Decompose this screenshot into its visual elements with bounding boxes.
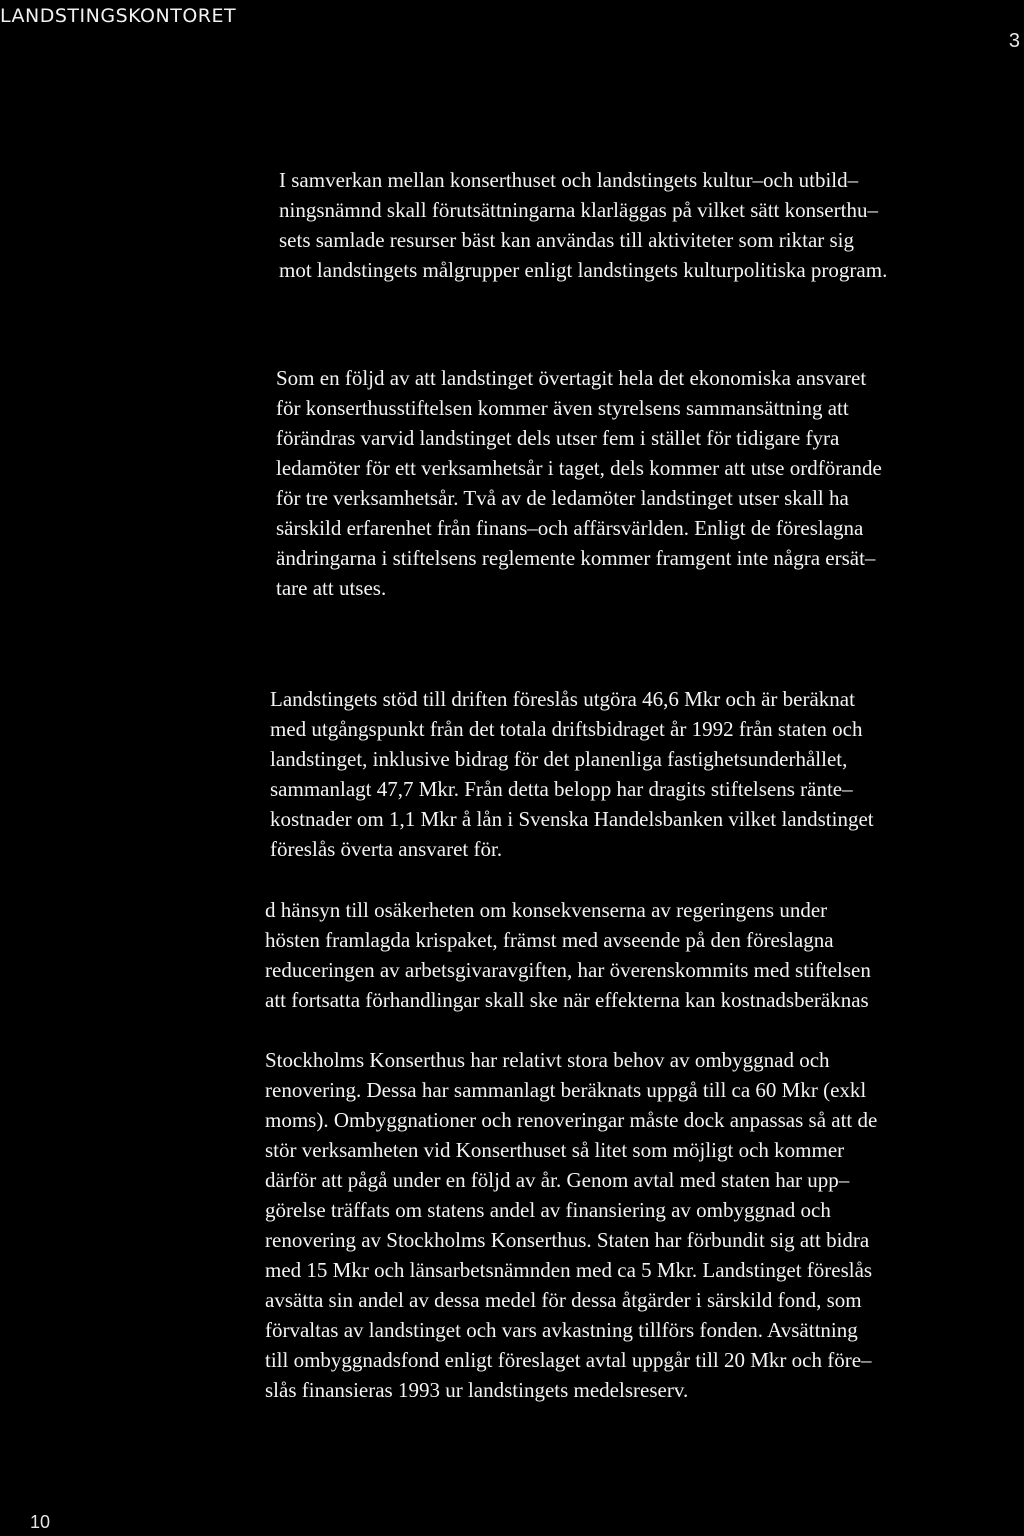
- text-line: avsätta sin andel av dessa medel för dessa åtgärder i särskild fond, som: [265, 1288, 862, 1312]
- paragraph-cooperation: [279, 165, 887, 285]
- text-line: görelse träffats om statens andel av finansiering av ombyggnad och: [265, 1198, 831, 1222]
- text-line: Stockholms Konserthus har relativt stora behov av ombyggnad och: [265, 1048, 830, 1072]
- paragraph-operating-support: [270, 684, 874, 864]
- text-line: kostnader om 1,1 Mkr å lån i Svenska Handelsbanken vilket landstinget: [270, 807, 874, 831]
- text-line: hösten framlagda krispaket, främst med avseende på den föreslagna: [265, 928, 834, 952]
- text-line: stör verksamheten vid Konserthuset så litet som möjligt och kommer: [265, 1138, 845, 1162]
- text-line: slås finansieras 1993 ur landstingets medelsreserv.: [265, 1378, 689, 1402]
- text-line: därför att pågå under en följd av år. Genom avtal med staten har upp–: [265, 1168, 850, 1192]
- document-header: LANDSTINGSKONTORET: [0, 5, 237, 27]
- text-line: sets samlade resurser bäst kan användas till aktiviteter som riktar sig: [279, 228, 855, 252]
- text-line: att fortsatta förhandlingar skall ske när effekterna kan kostnadsberäknas: [265, 988, 869, 1012]
- text-line: tare att utses.: [276, 576, 387, 600]
- paragraph-crisis-package: [265, 895, 871, 1015]
- text-line: sammanlagt 47,7 Mkr. Från detta belopp har dragits stiftelsens ränte–: [270, 777, 853, 801]
- text-line: ningsnämnd skall förutsättningarna klarläggas på vilket sätt konserthu–: [279, 198, 878, 222]
- text-line: Landstingets stöd till driften föreslås utgöra 46,6 Mkr och är beräknat: [270, 687, 855, 711]
- text-line: renovering. Dessa har sammanlagt beräknats uppgå till ca 60 Mkr (exkl: [265, 1078, 867, 1102]
- text-line: förvaltas av landstinget och vars avkastning tillförs fonden. Avsättning: [265, 1318, 858, 1342]
- page-number-top: 3: [1008, 30, 1020, 52]
- text-line: moms). Ombyggnationer och renoveringar måste dock anpassas så att de: [265, 1108, 878, 1132]
- text-line: ledamöter för ett verksamhetsår i taget, dels kommer att utse ordförande: [276, 456, 882, 480]
- text-line: föreslås överta ansvaret för.: [270, 837, 503, 861]
- text-line: ändringarna i stiftelsens reglemente kommer framgent inte några ersät–: [276, 546, 876, 570]
- text-line: särskild erfarenhet från finans–och affärsvärlden. Enligt de föreslagna: [276, 516, 864, 540]
- paragraph-renovation: [265, 1045, 877, 1405]
- paragraph-board-composition: [276, 363, 882, 603]
- page-number-bottom: 10: [30, 1512, 51, 1532]
- text-line: för konserthusstiftelsen kommer även styrelsens sammansättning att: [276, 396, 849, 420]
- text-line: d hänsyn till osäkerheten om konsekvenserna av regeringens under: [265, 898, 828, 922]
- text-line: Som en följd av att landstinget övertagit hela det ekonomiska ansvaret: [276, 366, 867, 390]
- text-line: med 15 Mkr och länsarbetsnämnden med ca 5 Mkr. Landstinget föreslås: [265, 1258, 873, 1282]
- text-line: med utgångspunkt från det totala driftsbidraget år 1992 från staten och: [270, 717, 863, 741]
- text-line: för tre verksamhetsår. Två av de ledamöter landstinget utser skall ha: [276, 486, 849, 510]
- text-line: mot landstingets målgrupper enligt landstingets kulturpolitiska program.: [279, 258, 888, 282]
- text-line: till ombyggnadsfond enligt föreslaget avtal uppgår till 20 Mkr och före–: [265, 1348, 872, 1372]
- text-line: reduceringen av arbetsgivaravgiften, har överenskommits med stiftelsen: [265, 958, 871, 982]
- text-line: renovering av Stockholms Konserthus. Staten har förbundit sig att bidra: [265, 1228, 870, 1252]
- text-line: I samverkan mellan konserthuset och landstingets kultur–och utbild–: [279, 168, 859, 192]
- text-line: förändras varvid landstinget dels utser fem i stället för tidigare fyra: [276, 426, 840, 450]
- text-line: landstinget, inklusive bidrag för det planenliga fastighetsunderhållet,: [270, 747, 848, 771]
